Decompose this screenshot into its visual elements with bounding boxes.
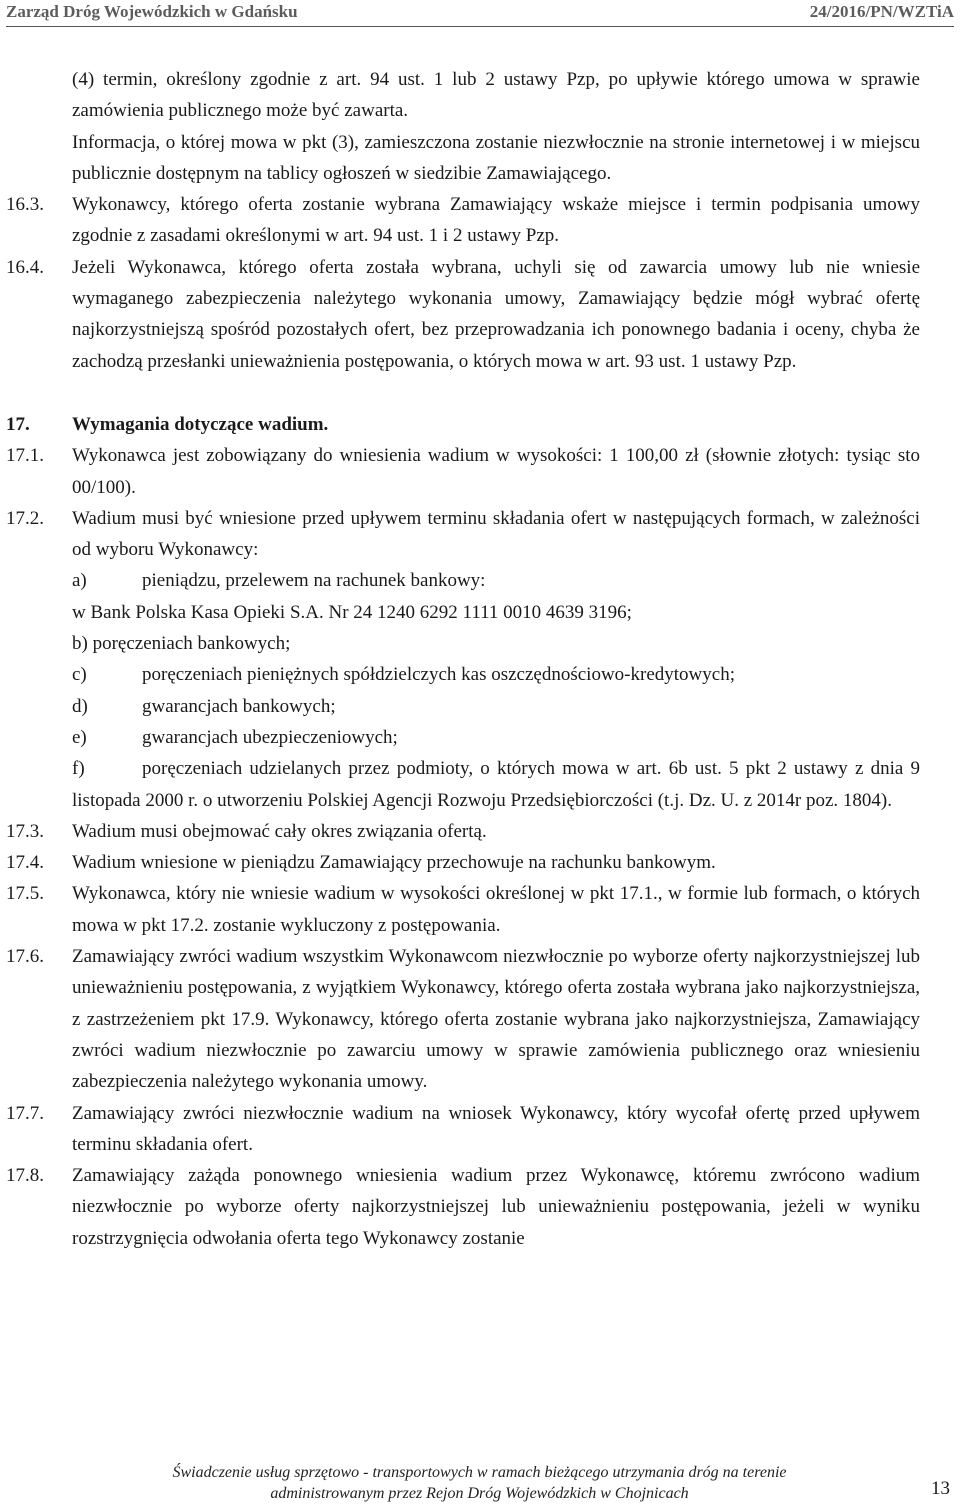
paragraph-number: 17.8.	[6, 1165, 44, 1187]
page-number: 13	[931, 1478, 950, 1499]
paragraph-number: 17.5.	[6, 883, 44, 905]
option-b: b) poręczeniach bankowych;	[72, 633, 291, 655]
document-body	[0, 64, 960, 1254]
paragraph-number: 17.3.	[6, 820, 44, 842]
option-f: f) poręczeniach udzielanych przez podmioty, o których mowa w art. 6b ust. 5 pkt 2 ustawy z dnia 9 listopada 2000 r. o utworzeniu Polskiej Agencji Rozwoju Przedsiębiorczości (t.j. Dz. U. z 2014r poz. 1804).	[72, 758, 920, 811]
paragraph-17-3	[0, 816, 920, 847]
paragraph-16-3	[0, 189, 920, 252]
paragraph-17-6	[0, 941, 920, 1097]
paragraph-text: Wykonawca jest zobowiązany do wniesienia wadium w wysokości: 1 100,00 zł (słownie złotych: tysiąc sto 00/100).	[72, 445, 920, 498]
paragraph-17-7	[0, 1098, 920, 1161]
paragraph-text: Wykonawca, który nie wniesie wadium w wysokości określonej w pkt 17.1., w formie lub formach, o których mowa w pkt 17.2. zostanie wykluczony z postępowania.	[72, 883, 920, 936]
option-a: a) pieniądzu, przelewem na rachunek bankowy:	[72, 570, 486, 592]
section-number: 17.	[6, 413, 30, 435]
page-footer	[112, 1462, 847, 1504]
paragraph-number: 17.6.	[6, 946, 44, 968]
paragraph-info: Informacja, o której mowa w pkt (3), zamieszczona zostanie niezwłocznie na stronie internetowej i w miejscu publicznie dostępnym na tablicy ogłoszeń w siedzibie Zamawiającego.	[72, 131, 920, 184]
section-title: Wymagania dotyczące wadium.	[72, 413, 329, 435]
page-header	[6, 0, 954, 27]
paragraph-17-8	[0, 1160, 920, 1254]
paragraph-text: Wadium wniesione w pieniądzu Zamawiający przechowuje na rachunku bankowym.	[72, 852, 716, 874]
paragraph-number: 17.4.	[6, 852, 44, 874]
paragraph-text: Wadium musi być wniesione przed upływem terminu składania ofert w następujących formach, w zależności od wyboru Wykonawcy:	[72, 507, 920, 561]
paragraph-number: 16.4.	[6, 256, 44, 278]
paragraph-text: Zamawiający zwróci niezwłocznie wadium na wniosek Wykonawcy, który wycofał ofertę przed upływem terminu składania ofert.	[72, 1102, 920, 1155]
header-document-number: 24/2016/PN/WZTiA	[809, 2, 954, 21]
option-e: e) gwarancjach ubezpieczeniowych;	[72, 726, 398, 748]
paragraph-17-5	[0, 878, 920, 941]
paragraph-number: 16.3.	[6, 194, 44, 216]
paragraph-text: Jeżeli Wykonawca, którego oferta została wybrana, uchyli się od zawarcia umowy lub nie wniesie wymaganego zabezpieczenia należytego wykonania umowy, Zamawiający będzie mógł wybrać ofertę najkorzystniejszą spośród pozostałych ofert, bez przeprowadzania ich ponownego badania i oceny, chyba że zachodzą przesłanki unieważnienia postępowania, o których mowa w art. 93 ust. 1 ustawy Pzp.	[72, 256, 920, 372]
paragraph-number: 17.7.	[6, 1102, 44, 1124]
bank-account: w Bank Polska Kasa Opieki S.A. Nr 24 1240 6292 1111 0010 4639 3196;	[72, 601, 632, 623]
paragraph-text: Wykonawcy, którego oferta zostanie wybrana Zamawiający wskaże miejsce i termin podpisania umowy zgodnie z zasadami określonymi w art. 94 ust. 1 i 2 ustawy Pzp.	[72, 194, 920, 247]
paragraph-17-1	[0, 440, 920, 503]
section-17-heading	[0, 409, 920, 440]
footer-line-2: administrowanym przez Rejon Dróg Wojewódzkich w Chojnicach	[270, 1485, 689, 1502]
header-organization: Zarząd Dróg Wojewódzkich w Gdańsku	[6, 2, 298, 21]
paragraph-17-4	[0, 847, 920, 878]
option-c: c) poręczeniach pieniężnych spółdzielczych kas oszczędnościowo-kredytowych;	[72, 664, 735, 686]
footer-line-1: Świadczenie usług sprzętowo - transportowych w ramach bieżącego utrzymania dróg na terenie	[172, 1464, 787, 1481]
paragraph-text: Zamawiający zwróci wadium wszystkim Wykonawcom niezwłocznie po wyborze oferty najkorzystniejszej lub unieważnieniu postępowania, z wyjątkiem Wykonawcy, którego oferta została wybrana jako najkorzystniejsza, z zastrzeżeniem pkt 17.9. Wykonawcy, którego oferta zostanie wybrana jako najkorzystniejsza, Zamawiający zwróci wadium niezwłocznie po zawarciu umowy w sprawie zamówienia publicznego oraz wniesieniu zabezpieczenia należytego wykonania umowy.	[72, 946, 920, 1093]
paragraph-text: Wadium musi obejmować cały okres związania ofertą.	[72, 820, 487, 842]
paragraph-item-4: (4) termin, określony zgodnie z art. 94 ust. 1 lub 2 ustawy Pzp, po upływie którego umowa w sprawie zamówienia publicznego może być zawarta.	[72, 69, 920, 122]
option-d: d) gwarancjach bankowych;	[72, 695, 336, 717]
paragraph-17-2	[0, 503, 920, 566]
paragraph-16-4	[0, 252, 920, 377]
paragraph-number: 17.2.	[6, 507, 44, 529]
paragraph-text: Zamawiający zażąda ponownego wniesienia wadium przez Wykonawcę, któremu zwrócono wadium niezwłocznie po wyborze oferty najkorzystniejszej lub unieważnieniu postępowania, jeżeli w wyniku rozstrzygnięcia odwołania oferta tego Wykonawcy zostanie	[72, 1165, 920, 1249]
paragraph-number: 17.1.	[6, 445, 44, 467]
